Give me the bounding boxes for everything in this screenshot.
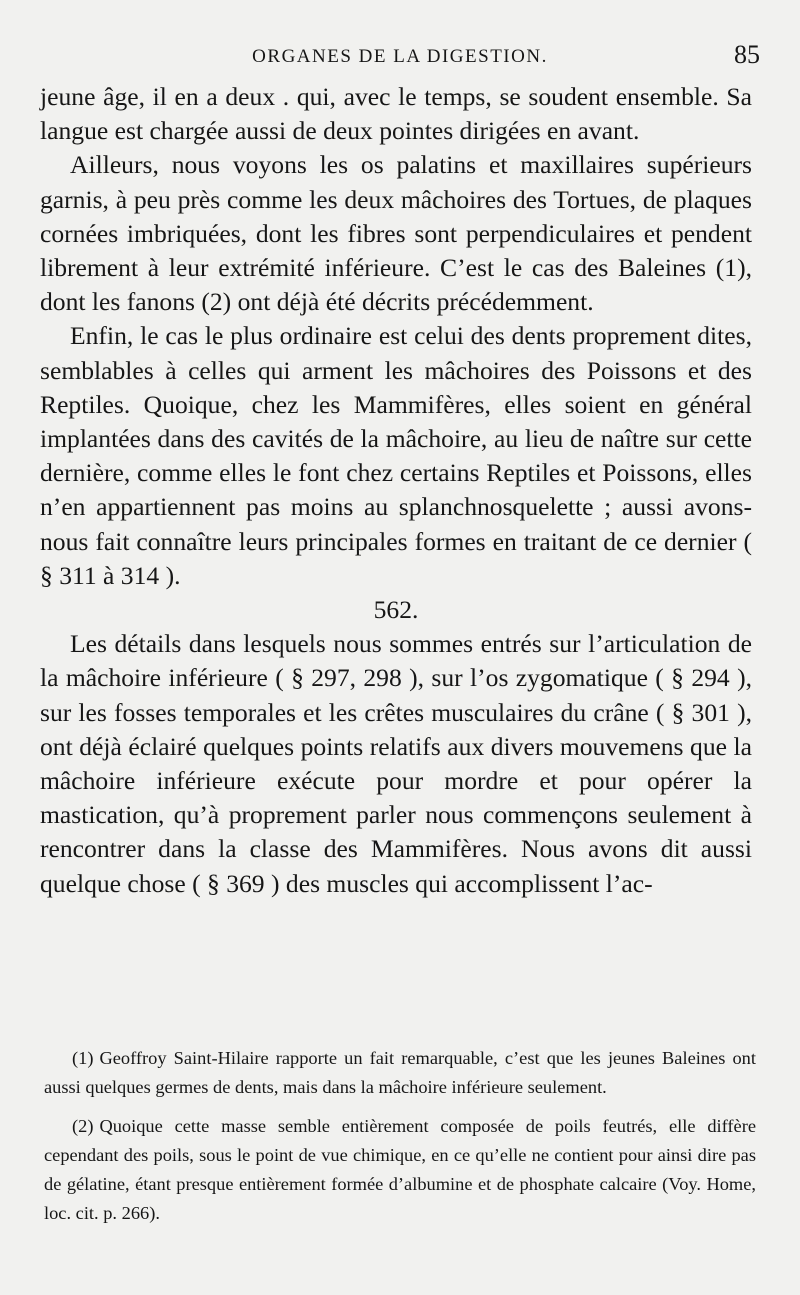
paragraph-palatins: Ailleurs, nous voyons les os palatins et maxillaires supérieurs garnis, à peu près comme les deux mâchoires des Tortues, de plaques cornées imbriquées, dont les fibres sont perpendiculaires et pendent librement à leur extrémité inférieure. C’est le cas des Baleines (1), dont les fanons (2) ont déjà été décrits précédemment. [40, 150, 752, 317]
section-number: 562. [373, 595, 419, 625]
footnote-text: Quoique cette masse semble entièrement composée de poils feutrés, elle diffère cependant des poils, sous le point de vue chimique, en ce qu’elle ne contient pour ainsi dire pas de gélatine, étant presque entièrement formée d’albumine et de phosphate calcaire (Voy. Home, loc. cit. p. 266). [44, 1116, 756, 1223]
main-text [40, 80, 752, 901]
page-number: 85 [734, 40, 760, 69]
paragraph-continuation: jeune âge, il en a deux . qui, avec le temps, se soudent ensemble. Sa langue est chargée aussi de deux pointes dirigées en avant. [40, 82, 752, 146]
page-header [40, 40, 760, 74]
footnote-marker: (2) [72, 1116, 94, 1136]
footnote-2 [44, 1112, 756, 1228]
footnote-text: Geoffroy Saint-Hilaire rapporte un fait remarquable, c’est que les jeunes Baleines ont aussi quelques germes de dents, mais dans la mâchoire inférieure seulement. [44, 1048, 756, 1097]
paragraph-dents: Enfin, le cas le plus ordinaire est celui des dents proprement dites, semblables à celles qui arment les mâchoires des Poissons et des Reptiles. Quoique, chez les Mammifères, elles soient en général implantées dans des cavités de la mâchoire, au lieu de naître sur cette dernière, comme elles le font chez certains Reptiles et Poissons, elles n’en appartiennent pas moins au splanchnosquelette ; aussi avons-nous fait connaître leurs principales formes en traitant de ce dernier ( § 311 à 314 ). [40, 321, 752, 590]
footnote-1 [44, 1044, 756, 1102]
footnotes [44, 1044, 756, 1238]
running-title: ORGANES DE LA DIGESTION. [252, 46, 548, 67]
footnote-marker: (1) [72, 1048, 94, 1068]
paragraph-articulation: Les détails dans lesquels nous sommes entrés sur l’articulation de la mâchoire inférieure ( § 297, 298 ), sur l’os zygomatique ( § 294 ), sur les fosses temporales et les crêtes musculaires du crâne ( § 301 ), ont déjà éclairé quelques points relatifs aux divers mouvemens que la mâchoire inférieure exécute pour mordre et pour opérer la mastication, qu’à proprement parler nous commençons seulement à rencontrer dans la classe des Mammifères. Nous avons dit aussi quelque chose ( § 369 ) des muscles qui accomplissent l’ac- [40, 629, 752, 898]
